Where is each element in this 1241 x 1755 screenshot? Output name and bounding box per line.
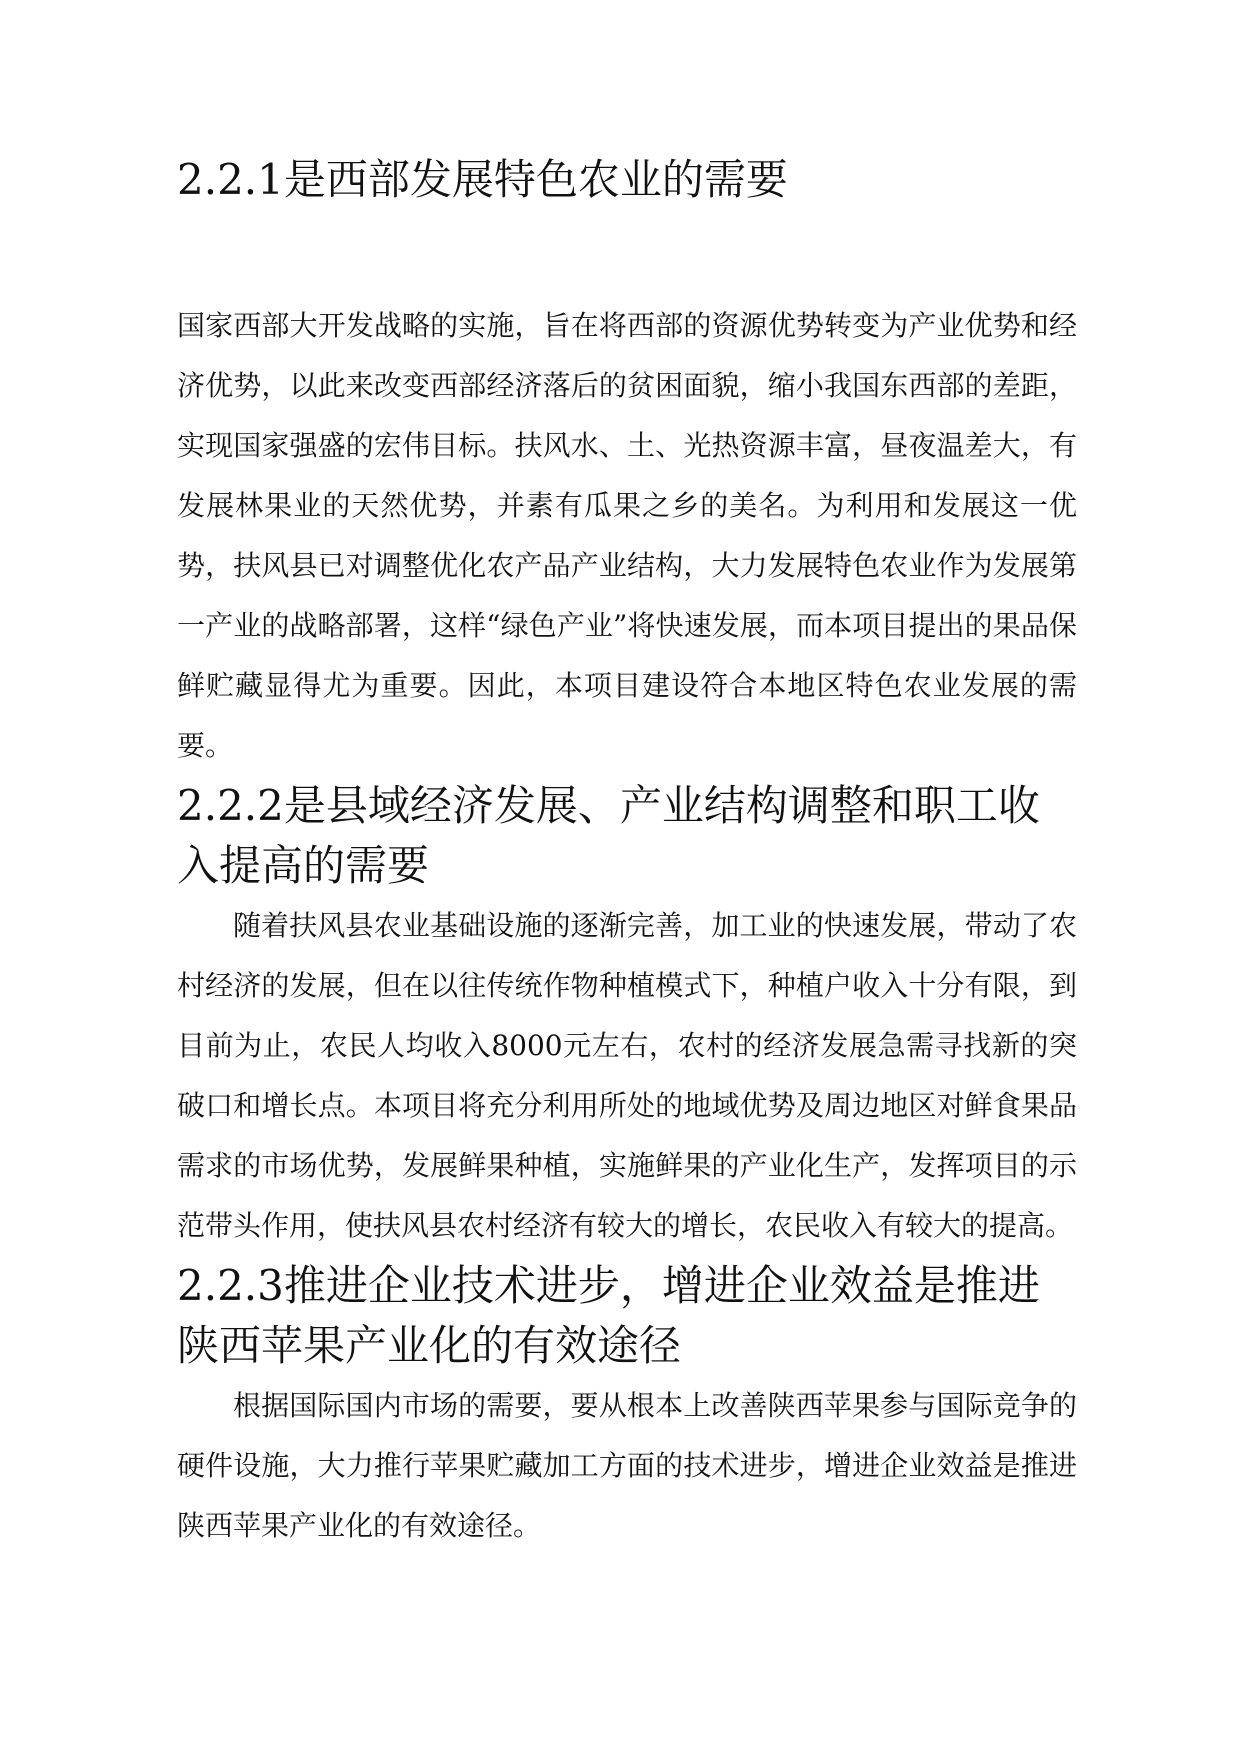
spacer [177,210,1077,296]
section-body-2-2-1: 国家西部大开发战略的实施，旨在将西部的资源优势转变为产业优势和经济优势，以此来改变西部经济落后的贫困面貌，缩小我国东西部的差距，实现国家强盛的宏伟目标。扶风水、土、光热资源丰富，昼夜温差大，有发展林果业的天然优势，并素有瓜果之乡的美名。为利用和发展这一优势，扶风县已对调整优化农产品产业结构，大力发展特色农业作为发展第一产业的战略部署，这样“绿色产业”将快速发展，而本项目提出的果品保鲜贮藏显得尤为重要。因此，本项目建设符合本地区特色农业发展的需要。 [177,309,1077,762]
document-page [177,150,1077,1556]
section-body-2-2-3: 根据国际国内市场的需要，要从根本上改善陕西苹果参与国际竞争的硬件设施，大力推行苹果贮藏加工方面的技术进步，增进企业效益是推进陕西苹果产业化的有效途径。 [177,1389,1077,1542]
section-heading-2-2-3: 2.2.3推进企业技术进步，增进企业效益是推进陕西苹果产业化的有效途径 [177,1261,1040,1370]
section-heading-2-2-2: 2.2.2是县域经济发展、产业结构调整和职工收入提高的需要 [177,781,1040,890]
section-body-2-2-2: 随着扶风县农业基础设施的逐渐完善，加工业的快速发展，带动了农村经济的发展，但在以往传统作物种植模式下，种植户收入十分有限，到目前为止，农民人均收入8000元左右，农村的经济发展急需寻找新的突破口和增长点。本项目将充分利用所处的地域优势及周边地区对鲜食果品需求的市场优势，发展鲜果种植，实施鲜果的产业化生产，发挥项目的示范带头作用，使扶风县农村经济有较大的增长，农民收入有较大的提高。 [177,909,1077,1242]
section-heading-2-2-1: 2.2.1是西部发展特色农业的需要 [177,155,788,204]
